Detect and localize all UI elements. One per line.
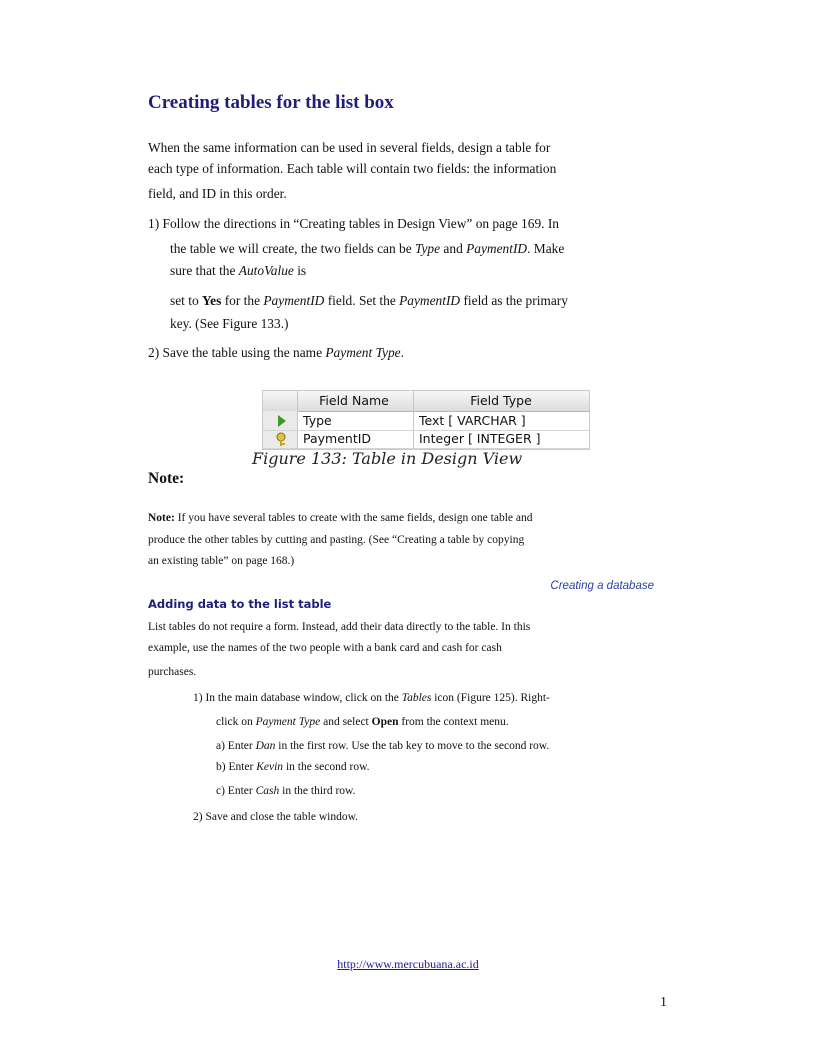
- list-item-1-line-2: click on Payment Type and select Open from the context menu.: [216, 716, 509, 728]
- sub-item-c: c) Enter Cash in the third row.: [216, 785, 356, 797]
- list-item-1-line-1: 1) In the main database window, click on the Tables icon (Figure 125). Right-: [193, 692, 550, 704]
- section-subheading: Adding data to the list table: [148, 597, 332, 611]
- step-1-line-2: the table we will create, the two fields can be Type and PaymentID. Make: [170, 241, 565, 256]
- page-title: Creating tables for the list box: [148, 92, 394, 113]
- primary-key-icon: [275, 432, 289, 447]
- sub-item-a: a) Enter Dan in the first row. Use the tab key to move to the second row.: [216, 740, 550, 752]
- running-head: Creating a database: [550, 580, 654, 592]
- para2-line-1: List tables do not require a form. Instead, add their data directly to the table. In this: [148, 621, 531, 633]
- sub-item-b: b) Enter Kevin in the second row.: [216, 761, 370, 773]
- step-1-line-5: key. (See Figure 133.): [170, 316, 289, 331]
- row-2-field-type: Integer [ INTEGER ]: [419, 431, 541, 446]
- note-line-3: an existing table” on page 168.): [148, 555, 295, 567]
- step-1-line-3: sure that the AutoValue is: [170, 263, 307, 278]
- design-view-figure: [262, 390, 590, 450]
- note-line-2: produce the other tables by cutting and pasting. (See “Creating a table by copying: [148, 534, 525, 546]
- current-row-arrow-icon: [277, 415, 287, 427]
- para2-line-3: purchases.: [148, 666, 197, 678]
- intro-line-3: field, and ID in this order.: [148, 186, 287, 201]
- row-2-field-name: PaymentID: [303, 431, 372, 446]
- intro-line-1: When the same information can be used in several fields, design a table for: [148, 140, 551, 155]
- row-1-field-type: Text [ VARCHAR ]: [419, 413, 526, 428]
- step-2: 2) Save the table using the name Payment Type.: [148, 345, 404, 360]
- step-1-line-1: 1) Follow the directions in “Creating tables in Design View” on page 169. In: [148, 216, 559, 231]
- page-number: 1: [660, 995, 667, 1010]
- figure-caption: Figure 133: Table in Design View: [252, 449, 523, 468]
- para2-line-2: example, use the names of the two people with a bank card and cash for cash: [148, 642, 502, 654]
- note-line-1: Note: If you have several tables to create with the same fields, design one table and: [148, 512, 533, 524]
- column-header-field-type: Field Type: [470, 393, 532, 408]
- column-header-field-name: Field Name: [319, 393, 389, 408]
- row-1-field-name: Type: [303, 413, 332, 428]
- intro-line-2: each type of information. Each table will contain two fields: the information: [148, 161, 557, 176]
- step-1-line-4: set to Yes for the PaymentID field. Set the PaymentID field as the primary: [170, 293, 568, 308]
- note-heading: Note:: [148, 470, 185, 487]
- footer-link[interactable]: http://www.mercubuana.ac.id: [337, 957, 479, 971]
- list-item-2: 2) Save and close the table window.: [193, 811, 358, 823]
